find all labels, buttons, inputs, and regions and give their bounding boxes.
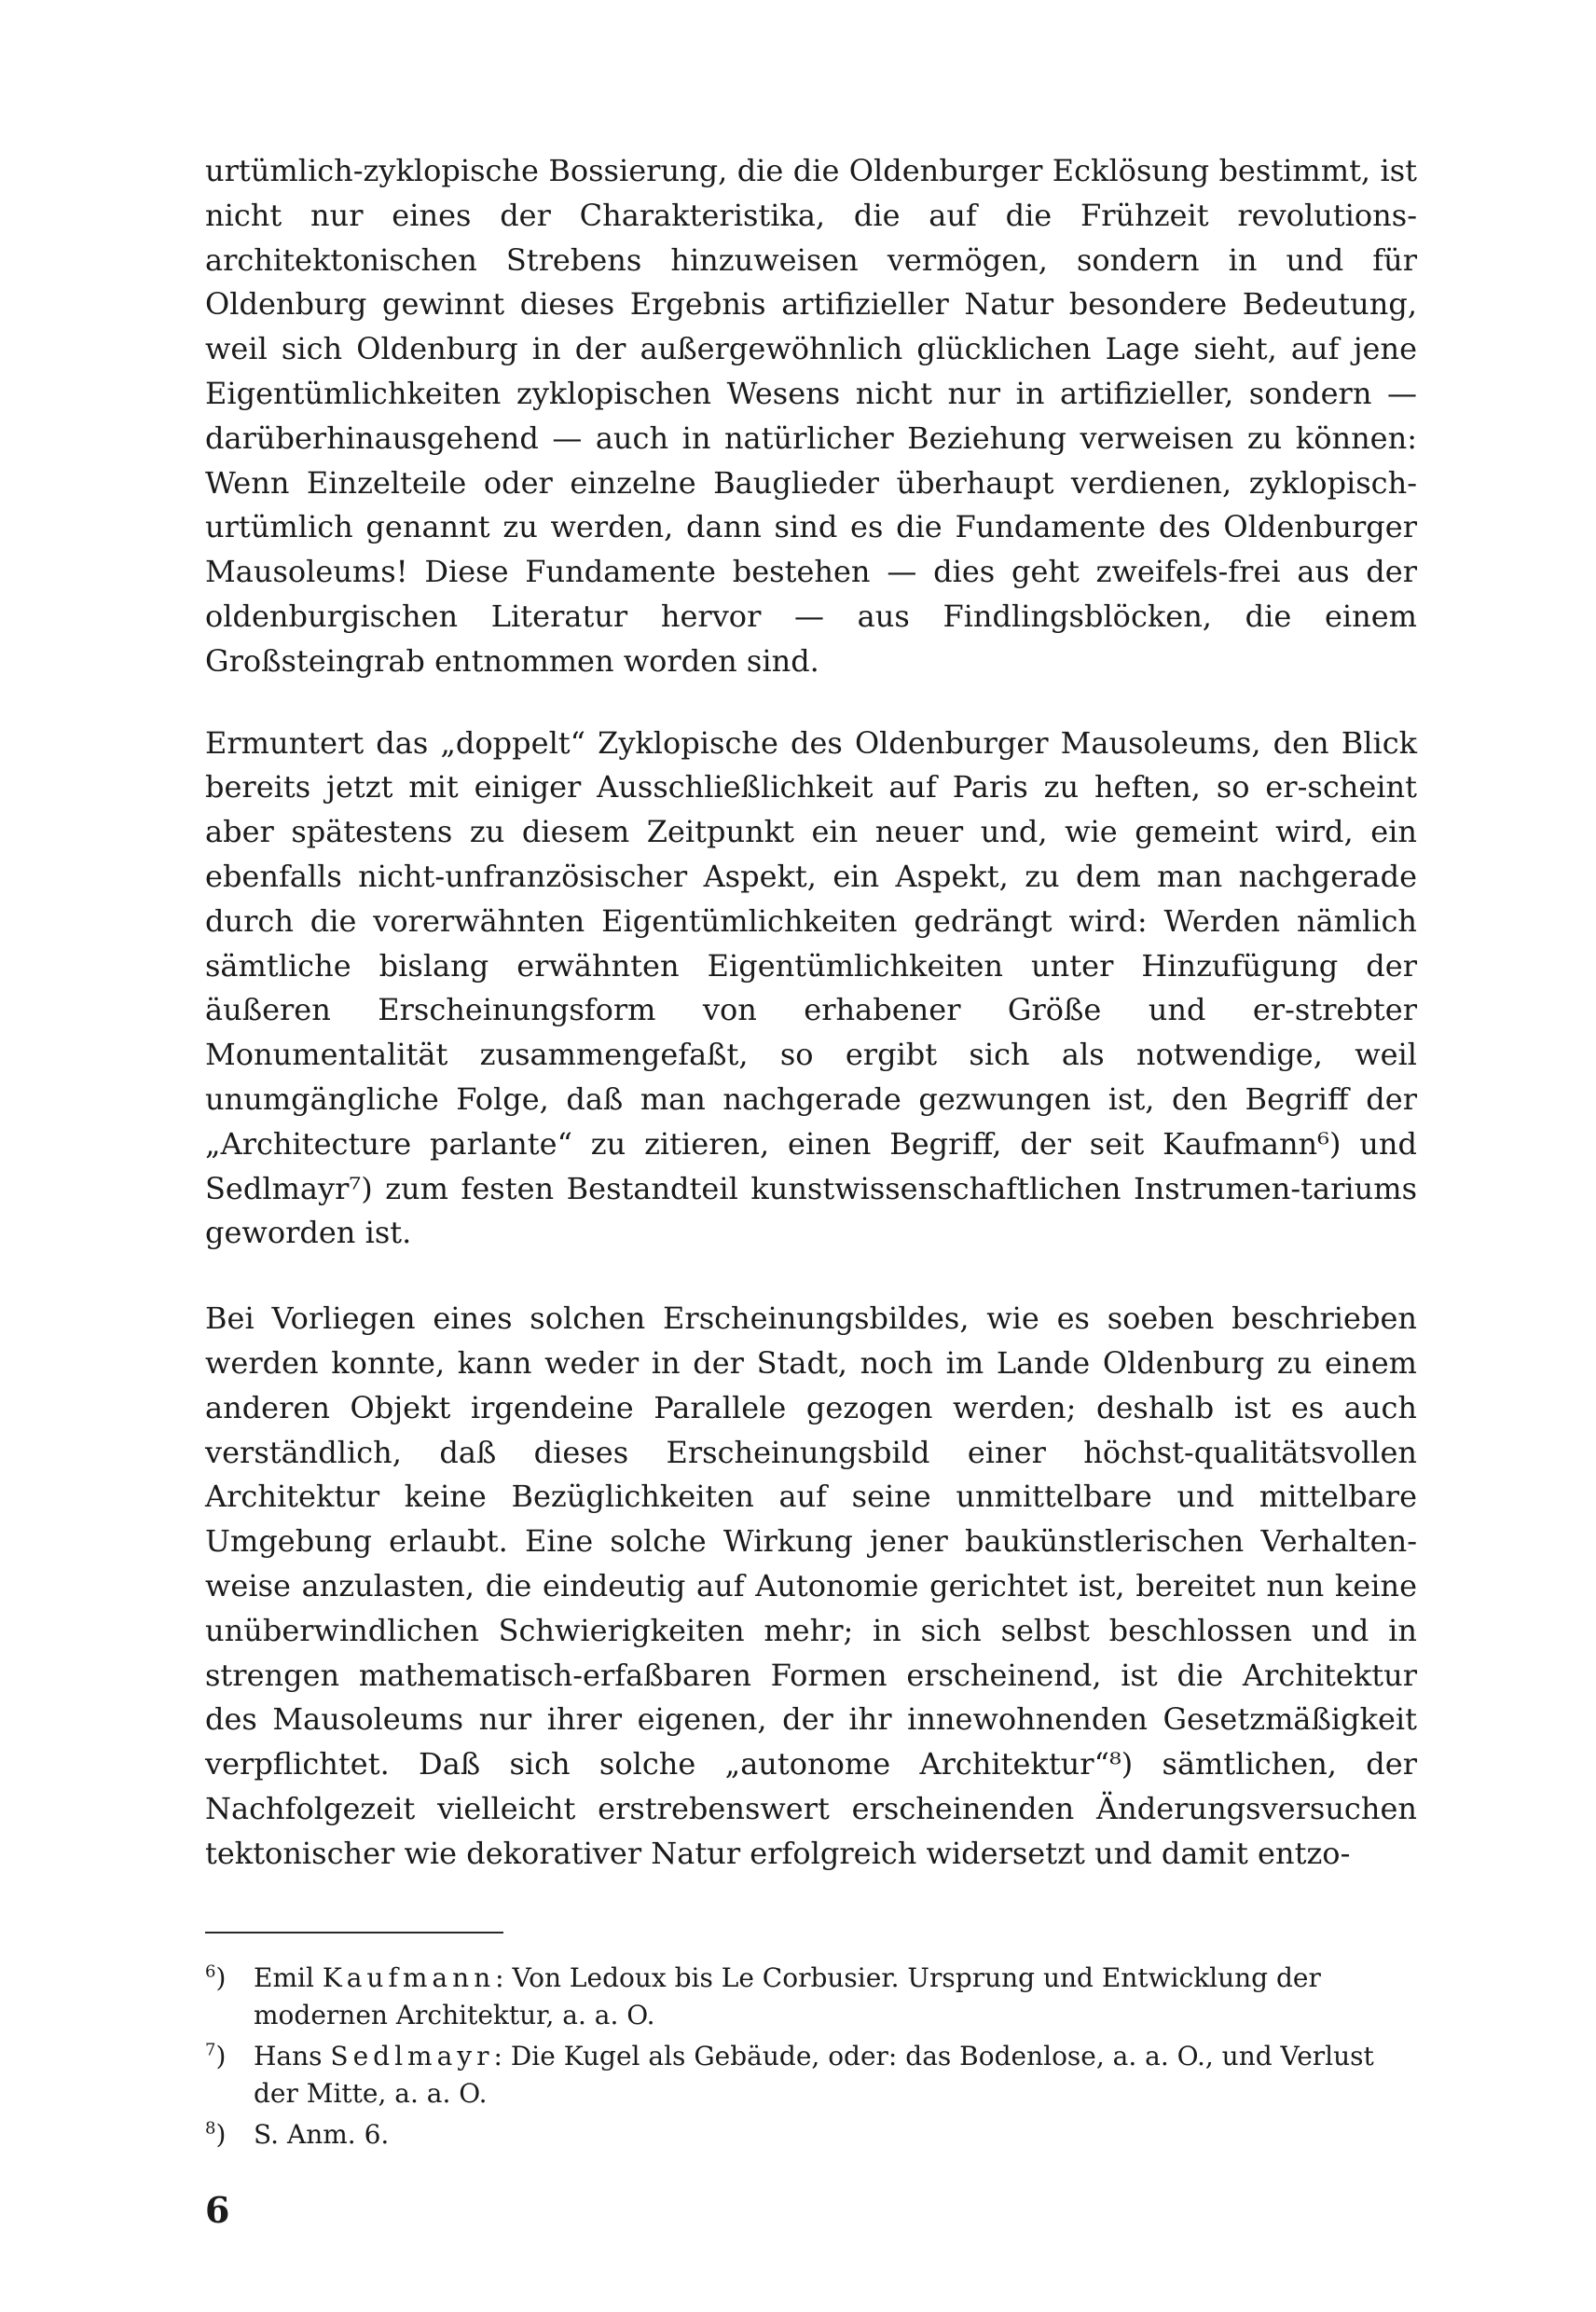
footnote-text: Emil Kaufmann: Von Ledoux bis Le Corbusier. Ursprung und Entwicklung der modernen Architektur, a. a. O. — [254, 1962, 1321, 2031]
paragraph-3: Bei Vorliegen eines solchen Erscheinungsbildes, wie es soeben beschrieben werden konnte, kann weder in der Stadt, noch im Lande Oldenburg zu einem anderen Objekt irgendeine Parallele gezogen werden; deshalb ist es auch verständlich, daß dieses Erscheinungsbild einer höchst-qualitätsvollen Architektur keine Bezüglichkeiten auf seine unmittelbare und mittelbare Umgebung erlaubt. Eine solche Wirkung jener baukünstlerischen Verhalten-weise anzulasten, die eindeutig auf Autonomie gerichtet ist, bereitet nun keine unüberwindlichen Schwierigkeiten mehr; in sich selbst beschlossen und in strengen mathematisch-erfaßbaren Formen erscheinend, ist die Architektur des Mausoleums nur ihrer eigenen, der ihr innewohnenden Gesetzmäßigkeit verpflichtet. Daß sich solche „autonome Architektur“⁸) sämtlichen, der Nachfolgezeit vielleicht erstrebenswert erscheinenden Änderungsversuchen tektonischer wie dekorativer Natur erfolgreich widersetzt und damit entzo- — [205, 1300, 1417, 1871]
footnote-marker: $^8$) — [205, 2119, 227, 2151]
footnote-text: Hans Sedlmayr: Die Kugel als Gebäude, oder: das Bodenlose, a. a. O., und Verlust der Mitte, a. a. O. — [254, 2041, 1374, 2110]
footnote-text: S. Anm. 6. — [254, 2119, 390, 2151]
footnote-author: Sedlmayr — [330, 2041, 494, 2072]
page-body — [205, 149, 1417, 2234]
paragraph-1: urtümlich-zyklopische Bossierung, die die Oldenburger Ecklösung bestimmt, ist nicht nur eines der Charakteristika, die auf die Frühzeit revolutions-architektonischen Strebens hinzuweisen vermögen, sondern in und für Oldenburg gewinnt dieses Ergebnis artifizieller Natur besondere Bedeutung, weil sich Oldenburg in der außergewöhnlich glücklichen Lage sieht, auf jene Eigentümlichkeiten zyklopischen Wesens nicht nur in artifizieller, sondern — darüberhinausgehend — auch in natürlicher Beziehung verweisen zu können: Wenn Einzelteile oder einzelne Bauglieder überhaupt verdienen, zyklopisch-urtümlich genannt zu werden, dann sind es die Fundamente des Oldenburger Mausoleums! Diese Fundamente bestehen — dies geht zweifels-frei aus der oldenburgischen Literatur hervor — aus Findlingsblöcken, die einem Großsteingrab entnommen worden sind. — [205, 153, 1417, 679]
footnote-author: Kaufmann — [322, 1962, 496, 1994]
footnote-8 — [205, 2116, 1417, 2154]
footnote-7 — [205, 2038, 1417, 2112]
footnote-divider — [205, 1932, 503, 1934]
paragraph-2: Ermuntert das „doppelt“ Zyklopische des Oldenburger Mausoleums, den Blick bereits jetzt mit einiger Ausschließlichkeit auf Paris zu heften, so er-scheint aber spätestens zu diesem Zeitpunkt ein neuer und, wie gemeint wird, ein ebenfalls nicht-unfranzösischer Aspekt, ein Aspekt, zu dem man nachgerade durch die vorerwähnten Eigentümlichkeiten gedrängt wird: Werden nämlich sämtliche bislang erwähnten Eigentümlichkeiten unter Hinzufügung der äußeren Erscheinungsform von erhabener Größe und er-strebter Monumentalität zusammengefaßt, so ergibt sich als notwendige, weil unumgängliche Folge, daß man nachgerade gezwungen ist, den Begriff der „Architecture parlante“ zu zitieren, einen Begriff, der seit Kaufmann⁶) und Sedlmayr⁷) zum festen Bestandteil kunstwissenschaftlichen Instrumen-tariums geworden ist. — [205, 724, 1417, 1251]
footnote-marker: $^6$) — [205, 1962, 227, 1994]
footnote-marker: $^7$) — [205, 2041, 227, 2072]
page-number: 6 — [205, 2189, 230, 2232]
footnote-6 — [205, 1960, 1417, 2034]
